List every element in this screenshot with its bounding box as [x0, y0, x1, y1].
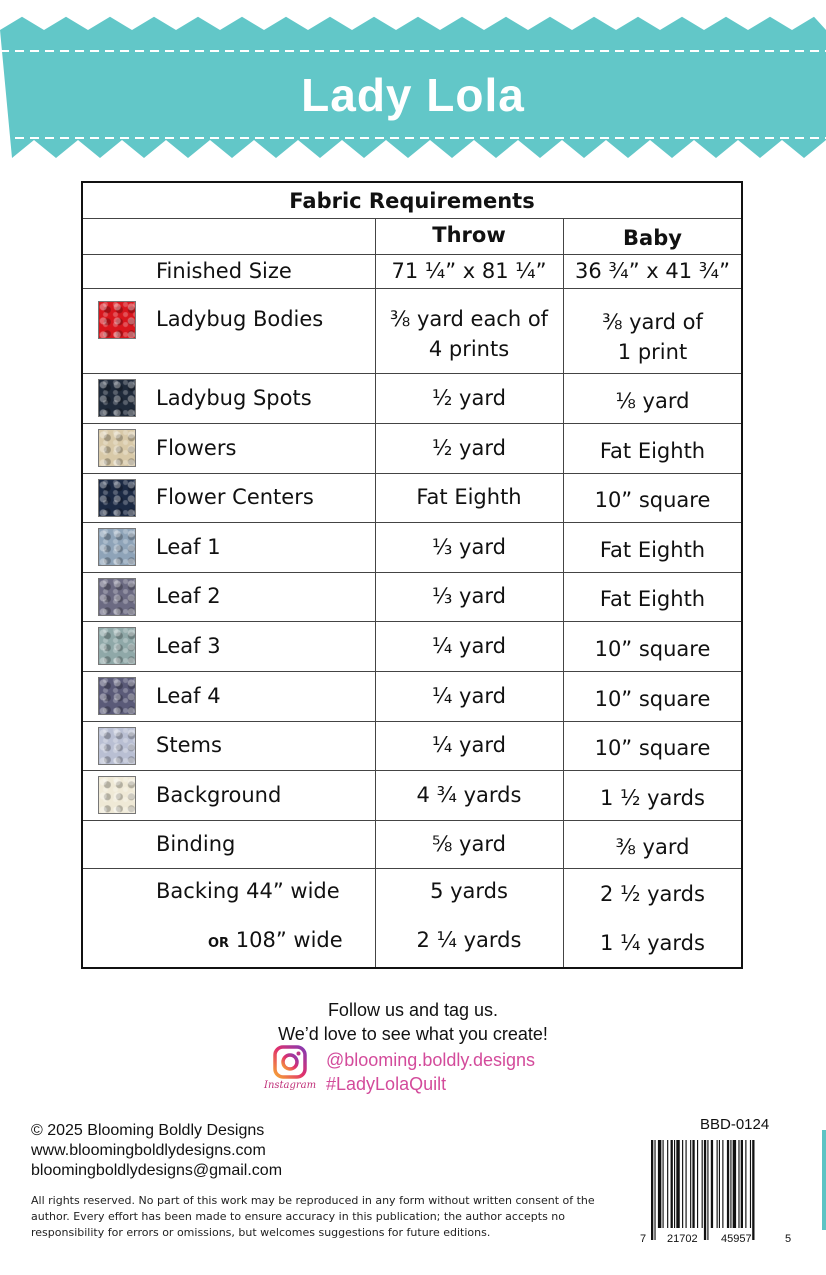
barcode-bar	[745, 1140, 746, 1228]
baby-value: ⅜ yard of	[602, 310, 703, 334]
barcode-bar	[730, 1140, 731, 1228]
barcode-bar	[711, 1140, 713, 1228]
fabric-swatch	[98, 528, 136, 566]
throw-value: ½ yard	[432, 386, 506, 410]
table-row	[83, 573, 741, 622]
baby-value: 1 ¼ yards	[600, 931, 705, 955]
baby-value: 1 ½ yards	[600, 786, 705, 810]
table-row	[83, 289, 741, 374]
barcode-bar	[697, 1140, 698, 1228]
row-label: Flowers	[156, 436, 237, 460]
fabric-swatch	[98, 776, 136, 814]
barcode-bar	[752, 1140, 754, 1240]
barcode-bar	[741, 1140, 743, 1228]
table-header-row	[83, 219, 741, 255]
table-title-row	[83, 183, 741, 219]
throw-value: 5 yards	[430, 879, 508, 903]
row-label: Backing 44” wide	[156, 879, 340, 903]
table-row	[83, 424, 741, 474]
row-label: 108” wide	[235, 928, 343, 952]
email-link[interactable]: bloomingboldlydesigns@gmail.com	[31, 1162, 283, 1179]
fabric-swatch	[98, 727, 136, 765]
follow-line-2: We’d love to see what you create!	[278, 1024, 548, 1044]
throw-value: 4 prints	[428, 337, 510, 361]
barcode-bar	[722, 1140, 723, 1228]
table-row	[83, 722, 741, 771]
row-label: Ladybug Bodies	[156, 307, 324, 331]
barcode-bar	[719, 1140, 720, 1228]
baby-value: ⅛ yard	[615, 389, 690, 413]
baby-value: 10” square	[594, 488, 711, 512]
barcode-bar	[692, 1140, 694, 1228]
fabric-swatch	[98, 301, 136, 339]
baby-value: 10” square	[594, 637, 711, 661]
row-label: Ladybug Spots	[156, 386, 312, 410]
baby-value: 1 print	[617, 340, 688, 364]
column-header-baby: Baby	[623, 226, 682, 250]
column-header-throw: Throw	[432, 223, 506, 247]
row-label: Leaf 4	[156, 684, 221, 708]
barcode-bar	[702, 1140, 703, 1228]
barcode-bar	[733, 1140, 736, 1228]
table-row	[83, 672, 741, 722]
barcode-bar	[667, 1140, 668, 1228]
instagram-icon[interactable]	[273, 1045, 307, 1079]
row-label: Background	[156, 783, 282, 807]
table-row	[83, 821, 741, 869]
website-link[interactable]: www.bloomingboldlydesigns.com	[31, 1142, 266, 1159]
baby-value: 10” square	[594, 736, 711, 760]
row-label: Binding	[156, 832, 236, 856]
baby-value: Fat Eighth	[599, 439, 706, 463]
table-row	[83, 374, 741, 424]
product-code: BBD-0124	[700, 1116, 770, 1133]
header-banner	[0, 0, 826, 160]
throw-value: ¼ yard	[432, 733, 506, 757]
barcode-digit: 21702	[667, 1233, 698, 1245]
barcode-bar	[738, 1140, 739, 1228]
row-label: Leaf 1	[156, 535, 221, 559]
row-label: Stems	[156, 733, 222, 757]
barcode-bar	[690, 1140, 691, 1228]
row-label: Flower Centers	[156, 485, 314, 509]
barcode-bar	[750, 1140, 751, 1228]
fabric-swatch	[98, 677, 136, 715]
barcode-bar	[686, 1140, 687, 1228]
baby-value: 10” square	[594, 687, 711, 711]
throw-value: ⅜ yard each of	[389, 307, 549, 331]
table-row-finished-size	[83, 255, 741, 289]
edge-mark	[822, 1130, 826, 1230]
table-row	[83, 622, 741, 672]
throw-value: Fat Eighth	[416, 485, 522, 509]
follow-line: Follow us and tag us.	[327, 1000, 499, 1020]
barcode-bar	[651, 1140, 653, 1240]
barcode-bar	[674, 1140, 675, 1228]
baby-value: Fat Eighth	[599, 538, 706, 562]
fabric-swatch	[98, 379, 136, 417]
row-label: Finished Size	[156, 259, 292, 283]
throw-value: ⅓ yard	[432, 584, 506, 608]
fabric-swatch	[98, 479, 136, 517]
table-row	[83, 474, 741, 523]
throw-value: 2 ¼ yards	[416, 928, 522, 952]
baby-value: ⅜ yard	[615, 835, 690, 859]
throw-value: 4 ¾ yards	[416, 783, 522, 807]
baby-value: 2 ½ yards	[600, 882, 705, 906]
page-title: Lady Lola	[301, 69, 525, 121]
row-label: Leaf 2	[156, 584, 221, 608]
barcode-bar	[658, 1140, 661, 1228]
table-row	[83, 771, 741, 821]
fabric-swatch	[98, 578, 136, 616]
fabric-swatch	[98, 627, 136, 665]
table-row	[83, 523, 741, 573]
rights-notice: All rights reserved. No part of this work may be reproduced in any form without written consent of the author. Every effort has been made to ensure accuracy in this publication; the author accepts no responsibility for errors or omissions, but welcomes suggestions for future editions.	[31, 1194, 595, 1239]
throw-value: ¼ yard	[432, 634, 506, 658]
fabric-requirements-table	[81, 181, 743, 969]
or-label-wrap	[208, 928, 343, 952]
throw-value: ½ yard	[432, 436, 506, 460]
throw-value: 71 ¼” x 81 ¼”	[391, 259, 547, 283]
or-label: OR	[208, 936, 230, 951]
throw-value: ¼ yard	[432, 684, 506, 708]
barcode-digit: 5	[785, 1233, 792, 1245]
hashtag[interactable]: #LadyLolaQuilt	[326, 1074, 447, 1094]
barcode-bar	[707, 1140, 708, 1240]
barcode-bar	[682, 1140, 683, 1228]
barcode-bar	[704, 1140, 706, 1240]
baby-value: 36 ¾” x 41 ¾”	[574, 259, 731, 283]
row-label: Leaf 3	[156, 634, 221, 658]
fabric-swatch	[98, 429, 136, 467]
barcode-bar	[671, 1140, 673, 1228]
table-title: Fabric Requirements	[289, 189, 535, 213]
copyright: © 2025 Blooming Boldly Designs	[31, 1122, 265, 1139]
barcode-bar	[727, 1140, 729, 1228]
baby-value: Fat Eighth	[599, 587, 706, 611]
instagram-label: Instagram	[264, 1080, 317, 1091]
barcode-digit: 7	[640, 1233, 647, 1245]
throw-value: ⅝ yard	[432, 832, 506, 856]
barcode-bar	[676, 1140, 679, 1228]
barcode-digit: 45957	[721, 1233, 752, 1245]
table-row-backing	[83, 869, 741, 967]
barcode-bar	[663, 1140, 664, 1228]
barcode-bar	[654, 1140, 655, 1240]
instagram-handle[interactable]: @blooming.boldly.designs	[326, 1050, 536, 1070]
barcode	[636, 1140, 796, 1245]
barcode-bar	[717, 1140, 718, 1228]
throw-value: ⅓ yard	[432, 535, 506, 559]
